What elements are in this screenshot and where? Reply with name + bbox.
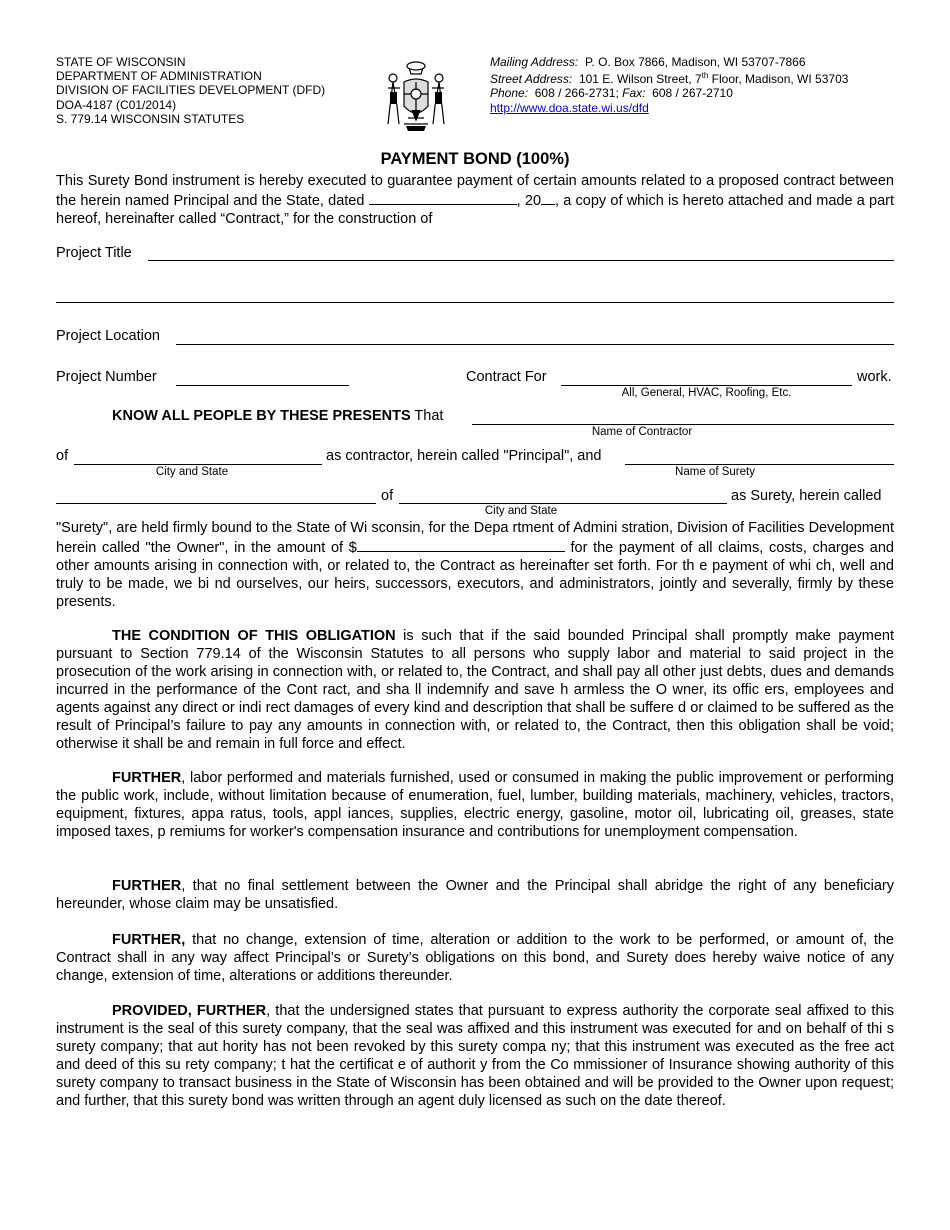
mailing-address: P. O. Box 7866, Madison, WI 53707-7866 (584, 55, 806, 69)
of-label: of (56, 448, 69, 464)
mailing-label: Mailing Address: (490, 55, 579, 69)
surety-paragraph: "Surety", are held firmly bound to the State of Wi sconsin, for the Depa rtment of Admini stration, Division of Facilities Development herein called "the Owner", in the amount of $ for the payment of all claims, costs, charges and other amounts arising in connection with, or related to, the Contract as hereinafter set forth. For th e payment of whi ch, well and truly to be made, we bi nd ourselves, our heirs, successors, executors, and administrators, jointly and severally, firmly by these presents. (56, 520, 894, 610)
surety-city-field[interactable] (399, 503, 727, 504)
contract-year-field[interactable] (541, 190, 555, 205)
work-label: work. (857, 369, 892, 385)
contract-date-field[interactable] (369, 190, 517, 205)
contractor-city-caption: City and State (155, 466, 229, 478)
agency-line: STATE OF WISCONSIN (56, 55, 186, 69)
surety-name-caption: Name of Surety (675, 466, 755, 478)
intro-paragraph: This Surety Bond instrument is hereby executed to guarantee payment of certain amounts related to a proposed contract between the herein named Principal and the State, dated , 20 , a copy of which is hereto attached and made a part hereof, hereinafter called “Contract,” for the construction of (56, 173, 894, 227)
fax-number: 608 / 267-2710 (652, 86, 733, 101)
further-change-paragraph: FURTHER, that no change, extension of time, alteration or addition to the work to be performed, or amount of, the Contract shall in any way affect Principal’s or Surety’s obligations on this bond, and Surety does hereby waive notice of any change, extension of time, alterations or additions thereunder. (56, 932, 894, 984)
agency-line: DIVISION OF FACILITIES DEVELOPMENT (DFD) (56, 83, 326, 98)
contract-for-caption: All, General, HVAC, Roofing, Etc. (621, 387, 792, 399)
project-location-label: Project Location (56, 328, 160, 344)
know-all-statement: KNOW ALL PEOPLE BY THESE PRESENTS That (112, 408, 444, 424)
surety-city-caption: City and State (484, 505, 558, 517)
phone-label: Phone: (490, 86, 529, 101)
street-label: Street Address: (490, 72, 573, 87)
further-settlement-paragraph: FURTHER, that no final settlement between the Owner and the Principal shall abridge the right of any beneficiary hereunder, whose claim may be unsatisfied. (56, 878, 894, 912)
contractor-name-caption: Name of Contractor (591, 426, 693, 438)
project-title-field[interactable] (148, 260, 894, 261)
contact-block (490, 55, 848, 115)
further-labor-paragraph: FURTHER, labor performed and materials furnished, used or consumed in making the public improvement or performing the public work, include, without limitation because of enumeration, fuel, lumber, building materials, machinery, vehicles, tractors, equipment, fixtures, appa ratus, tools, appl iances, supplies, electric energy, gasoline, motor oil, lubricating oil, greases, state imposed taxes, p remiums for worker's compensation insurance and contributions for unemployment compensation. (56, 770, 894, 840)
state-seal-icon (378, 58, 454, 134)
project-number-field[interactable] (176, 385, 349, 386)
fax-label: Fax: (622, 86, 646, 101)
agency-line: S. 779.14 WISCONSIN STATUTES (56, 111, 245, 126)
street-address: 101 E. Wilson Street, 7th Floor, Madison, WI 53703 (578, 71, 849, 87)
as-surety-text: as Surety, herein called (731, 488, 882, 504)
project-title-label: Project Title (56, 245, 132, 261)
contractor-city-field[interactable] (74, 464, 322, 465)
condition-paragraph: THE CONDITION OF THIS OBLIGATION is such that if the said bounded Principal shall promptly make payment pursuant to Section 779.14 of the Wisconsin Statutes to all persons who supply labor and material to said project in the prosecution of the work arising in connection with, or related to, the Contract, and shall pay all other just debts, dues and demands incurred in the performance of the Cont ract, and sha ll indemnify and save h armless the O wner, its offic ers, employees and agents against any direct or indi rect damages of every kind and description that shall be suffere d or claimed to be suffered as the result of Principal’s failure to pay any amounts in connection with, or related to, the Contract, then this obligation shall be void; otherwise it shall be and remain in full force and effect. (56, 628, 894, 752)
contract-for-field[interactable] (561, 385, 852, 386)
surety-name-field[interactable] (625, 464, 894, 465)
contractor-name-field[interactable] (472, 424, 894, 425)
surety-extra-field[interactable] (56, 503, 376, 504)
page-title: PAYMENT BOND (100%) (380, 150, 570, 168)
agency-block (56, 55, 325, 126)
phone-number: 608 / 266-2731; (534, 86, 619, 101)
project-title-field-line2[interactable] (56, 302, 894, 303)
of-label-2: of (381, 488, 394, 504)
project-location-field[interactable] (176, 344, 894, 345)
agency-line: DOA-4187 (C01/2014) (56, 97, 177, 112)
as-contractor-text: as contractor, herein called "Principal", and (326, 448, 602, 464)
agency-line: DEPARTMENT OF ADMINISTRATION (56, 69, 262, 84)
bond-amount-field[interactable] (357, 537, 565, 552)
contract-for-label: Contract For (466, 369, 547, 385)
provided-further-paragraph: PROVIDED, FURTHER, that the undersigned states that pursuant to express authority the corporate seal affixed to this instrument is the seal of this surety company, that the seal was affixed and this instrument was executed for and on behalf of thi s surety company; that aut hority has not been revoked by this surety compa ny; that this instrument was executed as the free act and deed of this su rety company; t hat the certificat e of authorit y from the Co mmissioner of Insurance showing authority of this surety company to transact business in the State of Wisconsin has been obtained and will be provided to the Owner upon request; and further, that this surety bond was written through an agent duly licensed as such on the date thereof. (56, 1003, 894, 1109)
website-link[interactable]: http://www.doa.state.wi.us/dfd (490, 100, 649, 115)
project-number-label: Project Number (56, 369, 157, 385)
